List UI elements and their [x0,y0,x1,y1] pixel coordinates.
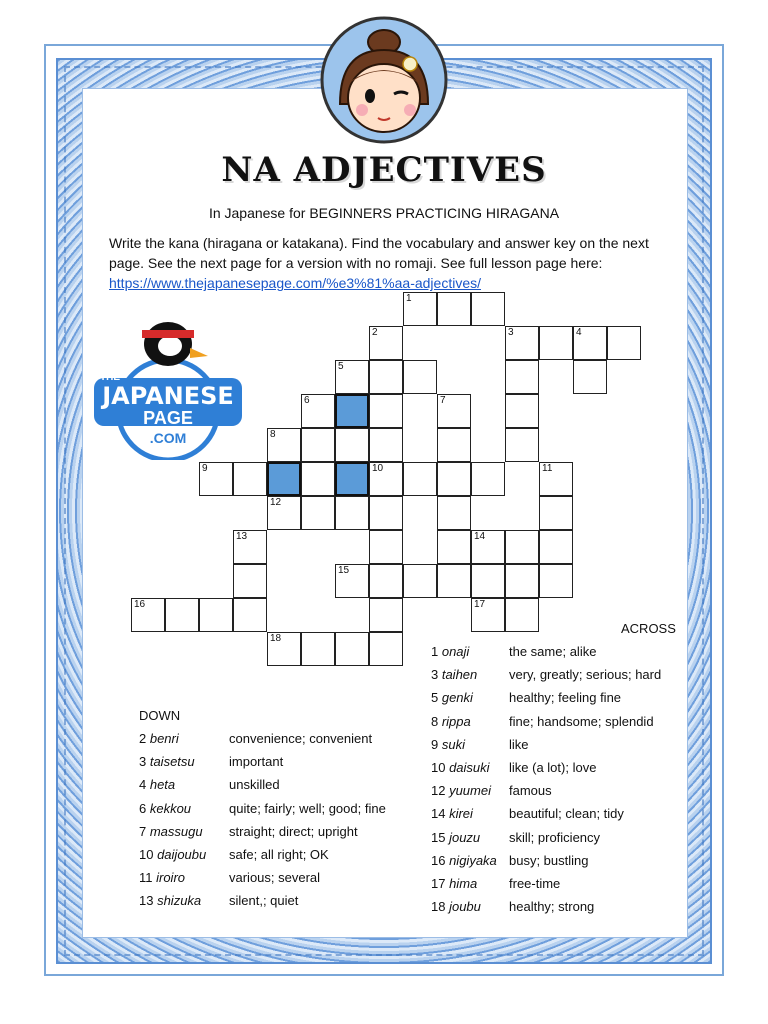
clue-word: shizuka [157,893,202,909]
clue-number: 1 [431,644,442,659]
down-heading: DOWN [139,708,181,723]
grid-cell[interactable] [539,496,573,530]
clue-number: 15 [431,829,450,845]
clue-item [139,800,386,818]
grid-cell[interactable] [437,292,471,326]
clue-word: kekkou [149,800,192,816]
clue-word: daijoubu [157,847,207,862]
grid-number: 1 [406,293,412,304]
clue-number: 11 [139,870,157,886]
clue-meaning: fine; handsome; splendid [509,713,654,729]
clue-meaning: important [229,754,284,770]
clue-number: 17 [431,876,450,891]
clue-word: rippa [441,713,471,729]
clue-number: 16 [431,852,450,868]
clue-meaning: like (a lot); love [509,760,597,775]
grid-cell[interactable] [471,462,505,496]
clue-word: heta [149,777,176,793]
grid-cell[interactable] [437,428,471,462]
logo-text-the: THE [100,372,120,383]
clue-number: 8 [431,713,442,729]
logo-text-com: .COM [149,430,187,446]
grid-cell[interactable] [505,598,539,632]
grid-cell[interactable] [301,632,335,666]
clue-word: kirei [449,806,473,822]
grid-cell[interactable] [369,530,403,564]
clue-item [139,776,280,794]
grid-cell[interactable] [301,462,335,496]
shaded-cell [267,462,301,496]
clue-word: genki [441,690,473,706]
grid-cell[interactable] [301,496,335,530]
clue-item [139,892,299,910]
grid-cell[interactable] [471,564,505,598]
grid-cell[interactable] [505,564,539,598]
lesson-link[interactable]: https://www.thejapanesepage.com/%e3%81%aa-adjectives/ [109,275,481,291]
clue-word: benri [149,731,179,746]
clue-item [431,689,622,707]
clue-number: 3 [139,754,150,770]
grid-cell[interactable] [505,428,539,462]
clue-meaning: famous [509,783,552,799]
clue-number: 6 [139,800,150,816]
grid-number: 6 [304,395,310,406]
clue-number: 3 [431,667,442,683]
clue-number: 12 [431,783,450,799]
clue-item [139,869,321,887]
clue-item [139,730,373,748]
clue-number: 18 [431,899,450,915]
clue-meaning: beautiful; clean; tidy [509,806,624,822]
page-title: NA ADJECTIVES [221,150,547,190]
clue-word: daisuki [449,760,490,775]
clue-item [431,736,529,754]
grid-number: 10 [372,463,384,474]
clue-word: onaji [441,644,470,659]
instructions [109,233,669,293]
clue-meaning: skill; proficiency [509,829,601,845]
grid-cell[interactable] [335,496,369,530]
clue-meaning: like [509,736,529,752]
grid-number: 11 [542,463,553,474]
grid-number: 18 [270,633,282,644]
clue-word: massugu [149,823,203,839]
site-logo [90,318,246,460]
clue-number: 7 [139,823,150,839]
clue-word: iroiro [156,870,186,886]
grid-cell[interactable] [607,326,641,360]
clue-item [431,898,595,916]
logo-text-page: PAGE [143,408,193,428]
grid-cell[interactable] [301,428,335,462]
grid-cell[interactable] [335,632,369,666]
clue-word: joubu [449,899,481,915]
grid-cell[interactable] [437,496,471,530]
clue-meaning: quite; fairly; well; good; fine [229,800,386,816]
clue-meaning: safe; all right; OK [229,847,329,862]
grid-cell[interactable] [573,360,607,394]
grid-cell[interactable] [369,360,403,394]
mascot-girl-icon [318,14,450,146]
clue-number: 10 [139,847,158,862]
clue-word: jouzu [449,829,481,845]
clue-word: nigiyaka [449,852,497,868]
grid-number: 13 [236,531,248,542]
clue-item [431,666,662,684]
grid-cell[interactable] [403,360,437,394]
clue-meaning: very, greatly; serious; hard [509,667,662,683]
across-heading: ACROSS [621,621,676,636]
grid-cell[interactable] [369,598,403,632]
grid-cell[interactable] [505,394,539,428]
grid-cell[interactable] [369,564,403,598]
clue-item [139,753,284,771]
clue-meaning: convenience; convenient [229,731,373,746]
clue-number: 9 [431,736,442,752]
clue-meaning: silent,; quiet [229,893,299,909]
clue-item [431,829,601,847]
grid-cell[interactable] [369,496,403,530]
grid-number: 2 [372,327,378,338]
clue-item [139,846,329,864]
clue-word: suki [441,736,465,752]
clue-item [139,823,358,841]
grid-number: 5 [338,361,344,372]
clue-item [431,782,552,800]
clue-meaning: the same; alike [509,644,597,659]
grid-cell[interactable] [437,564,471,598]
grid-cell[interactable] [233,598,267,632]
grid-cell[interactable] [199,598,233,632]
grid-cell[interactable] [505,530,539,564]
grid-cell[interactable] [403,564,437,598]
grid-number: 16 [134,599,146,610]
grid-number: 17 [474,599,486,610]
grid-number: 4 [576,327,582,338]
shaded-cell [335,394,369,428]
grid-cell[interactable] [335,428,369,462]
clue-item [431,852,589,870]
clue-number: 5 [431,690,442,706]
clue-number: 10 [431,760,450,775]
clue-number: 13 [139,893,158,909]
clue-item [431,713,654,731]
grid-cell[interactable] [437,462,471,496]
grid-cell[interactable] [369,428,403,462]
shaded-cell [335,462,369,496]
grid-cell[interactable] [403,462,437,496]
grid-number: 9 [202,463,208,474]
clue-item [431,805,624,823]
clue-item [431,875,561,893]
grid-number: 12 [270,497,282,508]
clue-meaning: healthy; strong [509,899,595,915]
clue-word: taisetsu [149,754,195,770]
grid-cell[interactable] [369,394,403,428]
clue-meaning: straight; direct; upright [229,823,358,839]
grid-cell[interactable] [233,564,267,598]
grid-cell[interactable] [471,292,505,326]
clue-item [431,759,597,777]
grid-cell[interactable] [539,530,573,564]
grid-number: 8 [270,429,276,440]
grid-cell[interactable] [539,326,573,360]
clue-meaning: free-time [509,876,561,891]
clue-meaning: unskilled [229,777,280,793]
instructions-text: Write the kana (hiragana or katakana). Find the vocabulary and answer key on the next page. See the next page for a version with no romaji. See full lesson page here: [109,235,649,271]
clue-item [431,643,597,661]
grid-number: 7 [440,395,446,406]
clue-number: 14 [431,806,450,822]
grid-cell[interactable] [505,360,539,394]
clue-meaning: healthy; feeling fine [509,690,622,706]
grid-cell[interactable] [233,462,267,496]
grid-cell[interactable] [165,598,199,632]
grid-number: 3 [508,327,514,338]
grid-cell[interactable] [369,632,403,666]
clue-word: taihen [441,667,478,683]
clue-word: yuumei [449,783,491,799]
grid-cell[interactable] [437,530,471,564]
grid-number: 15 [338,565,350,576]
clue-meaning: various; several [229,870,321,886]
logo-text-japanese: JAPANESE [102,382,234,410]
clue-number: 2 [139,731,150,746]
clue-meaning: busy; bustling [509,852,589,868]
grid-cell[interactable] [539,564,573,598]
page-subtitle: In Japanese for BEGINNERS PRACTICING HIRAGANA [208,205,560,221]
clue-number: 4 [139,777,150,793]
grid-number: 14 [474,531,486,542]
clue-word: hima [449,876,478,891]
